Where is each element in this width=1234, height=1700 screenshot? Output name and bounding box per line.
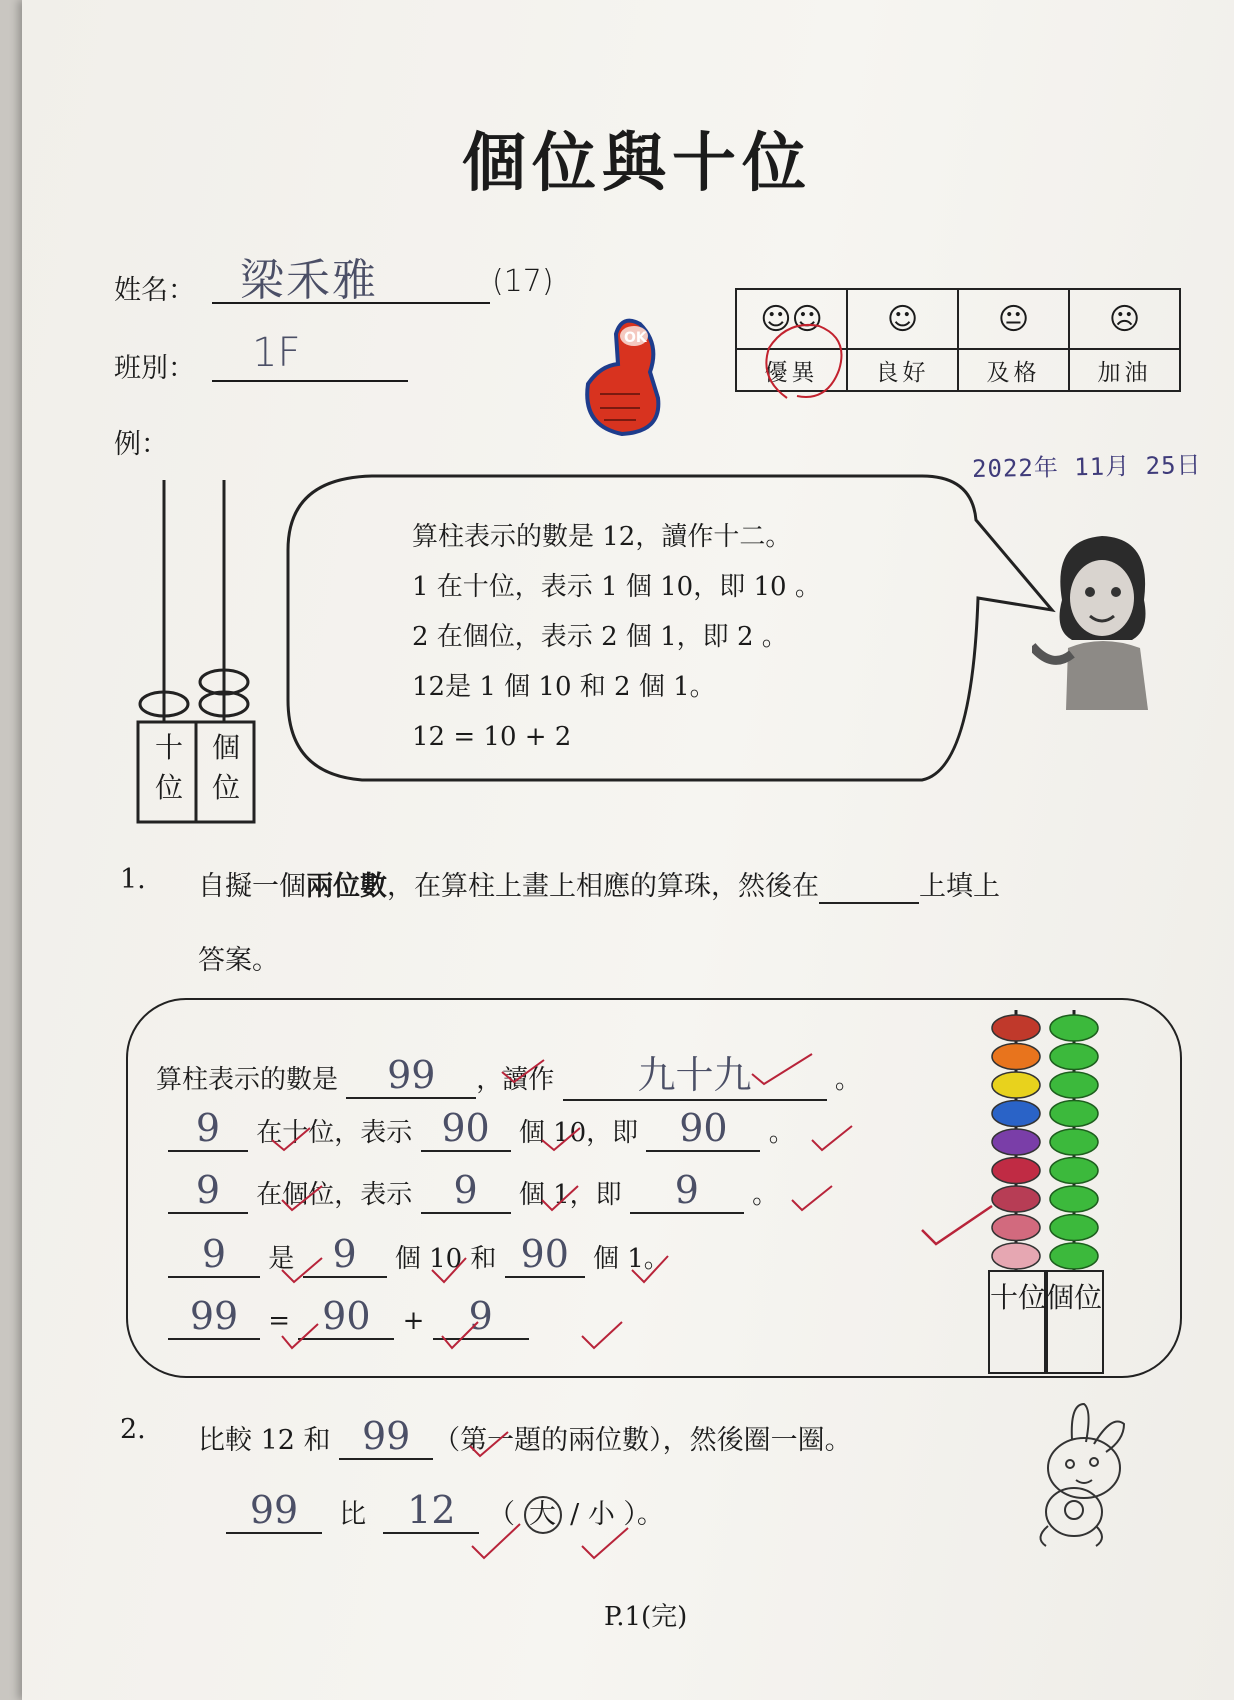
q1-r4-value-2: 9: [332, 1232, 357, 1276]
q1-text-a: 自擬一個: [198, 871, 306, 902]
example-line-4: 12是 1 個 10 和 2 個 1。: [412, 672, 716, 702]
example-line-1: 算柱表示的數是 12，讀作十二。: [412, 522, 792, 552]
tens-bead: [992, 1243, 1040, 1269]
q1-r4-value-3: 90: [520, 1232, 569, 1276]
q1-r5-value-3: 9: [468, 1294, 493, 1338]
page-title: 個位與十位: [462, 126, 812, 201]
q2-blank-2[interactable]: [226, 1488, 322, 1534]
q2-option-smaller[interactable]: 小: [587, 1499, 615, 1530]
q2-text-a: 比較 12 和: [198, 1425, 331, 1456]
tens-bead: [992, 1186, 1040, 1212]
rating-cell-try-harder[interactable]: [1070, 290, 1179, 390]
q1-r1-text: 算柱表示的數是: [156, 1065, 339, 1095]
example-line-5: 12 = 10 + 2: [412, 722, 572, 752]
tens-bead: [992, 1101, 1040, 1127]
ones-bead: [1050, 1101, 1098, 1127]
class-field[interactable]: [212, 330, 408, 382]
sad-face-icon: ☹: [1108, 301, 1141, 337]
red-circle-mark-icon: [757, 318, 853, 404]
tens-bead: [992, 1129, 1040, 1155]
example-tens-label: 十位: [154, 731, 183, 804]
rating-label: 優異: [737, 348, 846, 390]
rating-label: 及格: [959, 348, 1068, 390]
red-check-marks-q2-icon: [462, 1426, 722, 1576]
q1-r4-text-c: 個 1。: [592, 1244, 670, 1274]
q1-prompt-blank: [819, 871, 919, 904]
q2-number: 2.: [120, 1414, 146, 1445]
q1-text-c: 上填上: [919, 871, 1000, 902]
q1-r2-value-1: 9: [195, 1106, 221, 1150]
q1-r3-value-1: 9: [195, 1168, 221, 1212]
q2-value-2: 99: [249, 1488, 299, 1532]
tens-bead: [992, 1015, 1040, 1041]
q1-r2-text-a: 在十位，表示: [256, 1118, 413, 1148]
tens-bead: [992, 1215, 1040, 1241]
worksheet-paper: [22, 0, 1234, 1700]
q1-text-b: ，在算柱上畫上相應的算珠，然後在: [387, 871, 819, 902]
q1-r1-value-2: 九十九: [637, 1053, 752, 1097]
double-smile-face-icon: ☺☺: [760, 301, 823, 337]
example-ones-label: 個位: [211, 731, 240, 804]
ones-bead: [1050, 1215, 1098, 1241]
q2-text-c: 比: [339, 1499, 367, 1530]
q1-r3-value-2: 9: [453, 1168, 478, 1212]
red-check-marks-icon: [252, 1030, 952, 1410]
teacher-illustration-icon: [1032, 530, 1182, 710]
q2-text-b: （第一題的兩位數），然後圈一圈。: [433, 1425, 852, 1456]
q2-open-paren: （: [487, 1499, 515, 1530]
example-label: 例：: [114, 429, 168, 460]
q1-number: 1.: [120, 864, 146, 895]
q1-r4-blank-1[interactable]: [168, 1232, 260, 1278]
example-line-3: 2 在個位，表示 2 個 1，即 2 。: [412, 622, 788, 652]
q1-r3-blank-1[interactable]: [168, 1168, 248, 1214]
answer-ones-label: 個位: [1046, 1281, 1103, 1314]
q1-r4-text-b: 個 10 和: [394, 1244, 497, 1274]
name-value: 梁禾雅: [240, 255, 378, 306]
thumbs-up-sticker-icon: [578, 314, 668, 438]
q1-r5-text-b: +: [402, 1306, 425, 1336]
q1-r3-value-3: 9: [674, 1168, 699, 1212]
page-footer: P.1(完): [604, 1602, 688, 1632]
q1-r2-value-2: 90: [441, 1106, 490, 1150]
rating-cell-pass[interactable]: [959, 290, 1070, 390]
q1-r1-value-1: 99: [387, 1053, 436, 1097]
q1-r4-value-1: 9: [201, 1232, 227, 1276]
q1-r2-value-3: 90: [679, 1106, 728, 1150]
name-label: 姓名：: [114, 275, 195, 306]
rabbit-doodle-icon: [1012, 1400, 1162, 1560]
class-label: 班別：: [114, 353, 195, 384]
ones-bead: [1050, 1186, 1098, 1212]
q1-text-bold: 兩位數: [306, 871, 387, 902]
example-line-2: 1 在十位，表示 1 個 10，即 10 。: [412, 572, 821, 602]
ones-bead: [1050, 1044, 1098, 1070]
answer-abacus: [988, 1010, 1108, 1386]
q1-r5-value-1: 99: [189, 1294, 239, 1338]
ones-bead: [1050, 1015, 1098, 1041]
tens-bead: [992, 1072, 1040, 1098]
q1-r5-value-2: 90: [322, 1294, 371, 1338]
ones-bead: [1050, 1243, 1098, 1269]
neutral-face-icon: 😐: [997, 301, 1030, 337]
rating-label: 良好: [848, 348, 957, 390]
ones-bead: [1050, 1072, 1098, 1098]
q2-close-paren: ）。: [623, 1499, 664, 1530]
q1-text-d: 答案。: [198, 945, 279, 976]
q2-value-3: 12: [407, 1488, 456, 1532]
q1-r1-text-c: 。: [834, 1065, 861, 1095]
q1-r5-text-a: =: [268, 1306, 291, 1336]
q1-r4-text-a: 是: [268, 1244, 295, 1274]
tens-bead: [992, 1044, 1040, 1070]
q1-r3-text-c: 。: [752, 1180, 779, 1210]
q1-r1-text-b: ，讀作: [476, 1065, 555, 1095]
class-number: (17): [492, 264, 554, 299]
q1-r3-text-b: 個 1，即: [518, 1180, 622, 1210]
q2-option-bigger-circled[interactable]: 大: [524, 1496, 562, 1534]
tens-bead: [992, 1158, 1040, 1184]
smile-face-icon: ☺: [886, 301, 919, 337]
date-stamp: 2022年 11月 25日: [971, 450, 1202, 484]
rating-cell-good[interactable]: [848, 290, 959, 390]
ones-bead: [1050, 1129, 1098, 1155]
name-field[interactable]: [212, 244, 490, 304]
abacus-beads: [988, 1010, 1108, 1272]
q1-r2-blank-1[interactable]: [168, 1106, 248, 1152]
rating-label: 加油: [1070, 348, 1179, 390]
answer-tens-label: 十位: [990, 1281, 1047, 1314]
q1-r2-text-c: 。: [768, 1118, 795, 1148]
example-text: [412, 512, 821, 762]
ones-bead: [1050, 1158, 1098, 1184]
q1-prompt: [198, 864, 1000, 904]
q1-r3-text-a: 在個位，表示: [256, 1180, 413, 1210]
q2-value-1: 99: [361, 1414, 411, 1458]
q2-slash: /: [570, 1499, 580, 1530]
q2-blank-1[interactable]: [339, 1414, 433, 1460]
ok-sticker-text: OK: [624, 330, 647, 346]
class-value: 1F: [252, 330, 301, 376]
red-check-mark-abacus-icon: [918, 1200, 998, 1260]
q1-r2-text-b: 個 10，即: [518, 1118, 639, 1148]
q1-r5-blank-1[interactable]: [168, 1294, 260, 1340]
